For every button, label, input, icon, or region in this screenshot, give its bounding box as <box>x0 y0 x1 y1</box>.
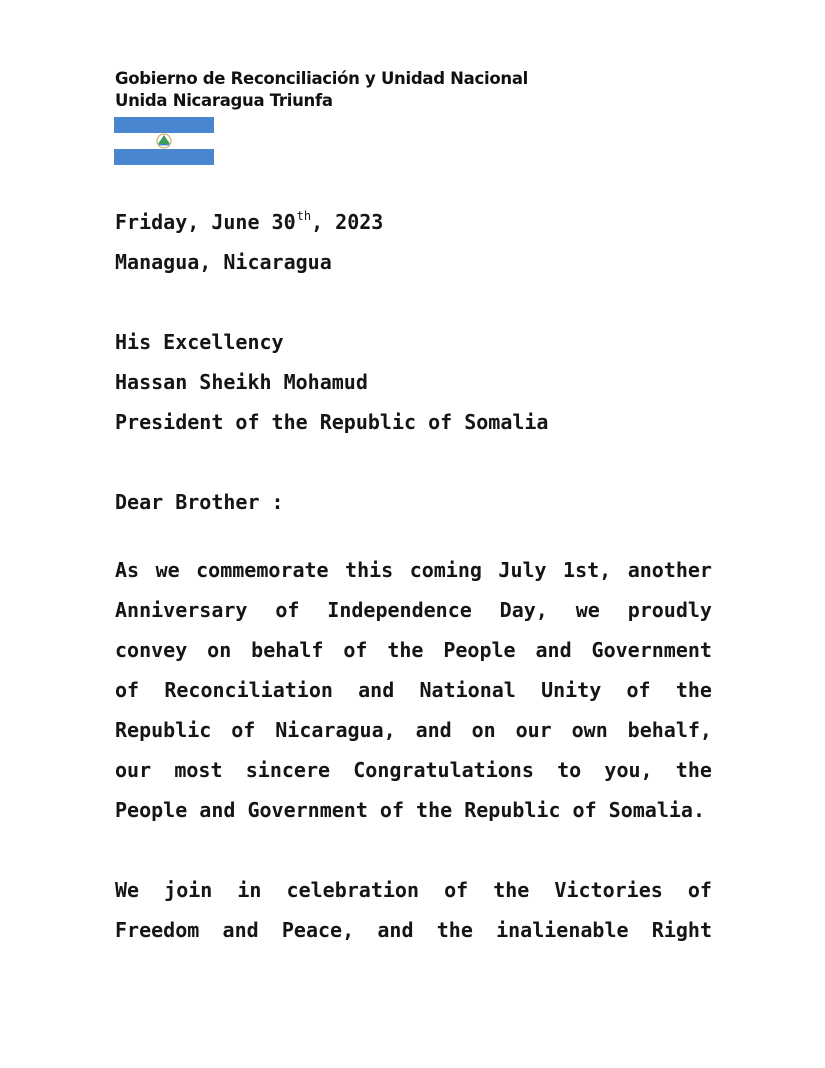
paragraph-line <box>115 870 712 910</box>
word: the <box>675 758 712 782</box>
paragraph-line <box>115 670 712 710</box>
word: Republic <box>115 718 212 742</box>
recipient-title: President of the Republic of Somalia <box>115 410 549 434</box>
word: and <box>222 918 259 942</box>
letter-date: Friday, June 30th, 2023 <box>115 209 384 234</box>
paragraph-line <box>115 750 712 790</box>
word: of <box>687 878 712 902</box>
recipient-honorific: His Excellency <box>115 330 284 354</box>
word: Reconciliation <box>164 678 333 702</box>
word: our <box>515 718 552 742</box>
word: this <box>345 558 394 582</box>
word: on <box>207 638 232 662</box>
body-paragraph-1 <box>115 550 712 830</box>
letterhead-slogan: Unida Nicaragua Triunfa <box>115 91 333 110</box>
word: Independence <box>327 598 472 622</box>
word: to <box>557 758 582 782</box>
paragraph-line <box>115 630 712 670</box>
word: of <box>231 718 256 742</box>
word: and <box>377 918 414 942</box>
word: proudly <box>627 598 712 622</box>
letterhead <box>115 68 528 112</box>
word: we <box>575 598 600 622</box>
paragraph-line <box>115 590 712 630</box>
word: in <box>237 878 262 902</box>
word: We <box>115 878 140 902</box>
word: National <box>419 678 516 702</box>
date-ordinal-suffix: th <box>296 209 312 223</box>
salutation: Dear Brother : <box>115 490 284 514</box>
word: of <box>275 598 300 622</box>
word: Day, <box>499 598 548 622</box>
word: convey <box>115 638 188 662</box>
word: you, <box>604 758 653 782</box>
recipient-block <box>115 322 712 442</box>
word: and <box>415 718 452 742</box>
nicaragua-flag-icon <box>114 117 214 165</box>
word: most <box>174 758 223 782</box>
word: join <box>164 878 213 902</box>
word: July <box>498 558 547 582</box>
word: own <box>571 718 608 742</box>
word: of <box>115 678 140 702</box>
word: commemorate <box>196 558 329 582</box>
body-paragraph-2 <box>115 870 712 950</box>
word: sincere <box>245 758 331 782</box>
paragraph-line <box>115 710 712 750</box>
word: of <box>626 678 651 702</box>
paragraph-line <box>115 550 712 590</box>
letterhead-government-name: Gobierno de Reconciliación y Unidad Nacional <box>115 69 529 88</box>
word: Freedom <box>115 918 200 942</box>
word: Nicaragua, <box>275 718 396 742</box>
word: another <box>627 558 712 582</box>
word: Peace, <box>281 918 355 942</box>
paragraph-line: People and Government of the Republic of Somalia. <box>115 798 706 822</box>
word: inalienable <box>496 918 629 942</box>
word: of <box>343 638 368 662</box>
letter-location: Managua, Nicaragua <box>115 250 332 274</box>
word: the <box>493 878 530 902</box>
word: People <box>443 638 516 662</box>
word: Right <box>651 918 712 942</box>
word: we <box>155 558 180 582</box>
word: and <box>358 678 395 702</box>
word: behalf <box>251 638 324 662</box>
word: the <box>436 918 473 942</box>
word: 1st, <box>563 558 612 582</box>
word: Congratulations <box>353 758 534 782</box>
word: our <box>115 758 152 782</box>
paragraph-line <box>115 910 712 950</box>
recipient-name: Hassan Sheikh Mohamud <box>115 370 368 394</box>
word: As <box>115 558 140 582</box>
word: coming <box>409 558 482 582</box>
word: the <box>675 678 712 702</box>
word: celebration <box>286 878 419 902</box>
word: Victories <box>554 878 663 902</box>
word: behalf, <box>627 718 712 742</box>
word: Anniversary <box>115 598 248 622</box>
word: Unity <box>541 678 602 702</box>
word: and <box>535 638 572 662</box>
word: the <box>387 638 424 662</box>
word: Government <box>591 638 712 662</box>
letter-header <box>115 202 712 282</box>
word: on <box>471 718 496 742</box>
word: of <box>444 878 469 902</box>
